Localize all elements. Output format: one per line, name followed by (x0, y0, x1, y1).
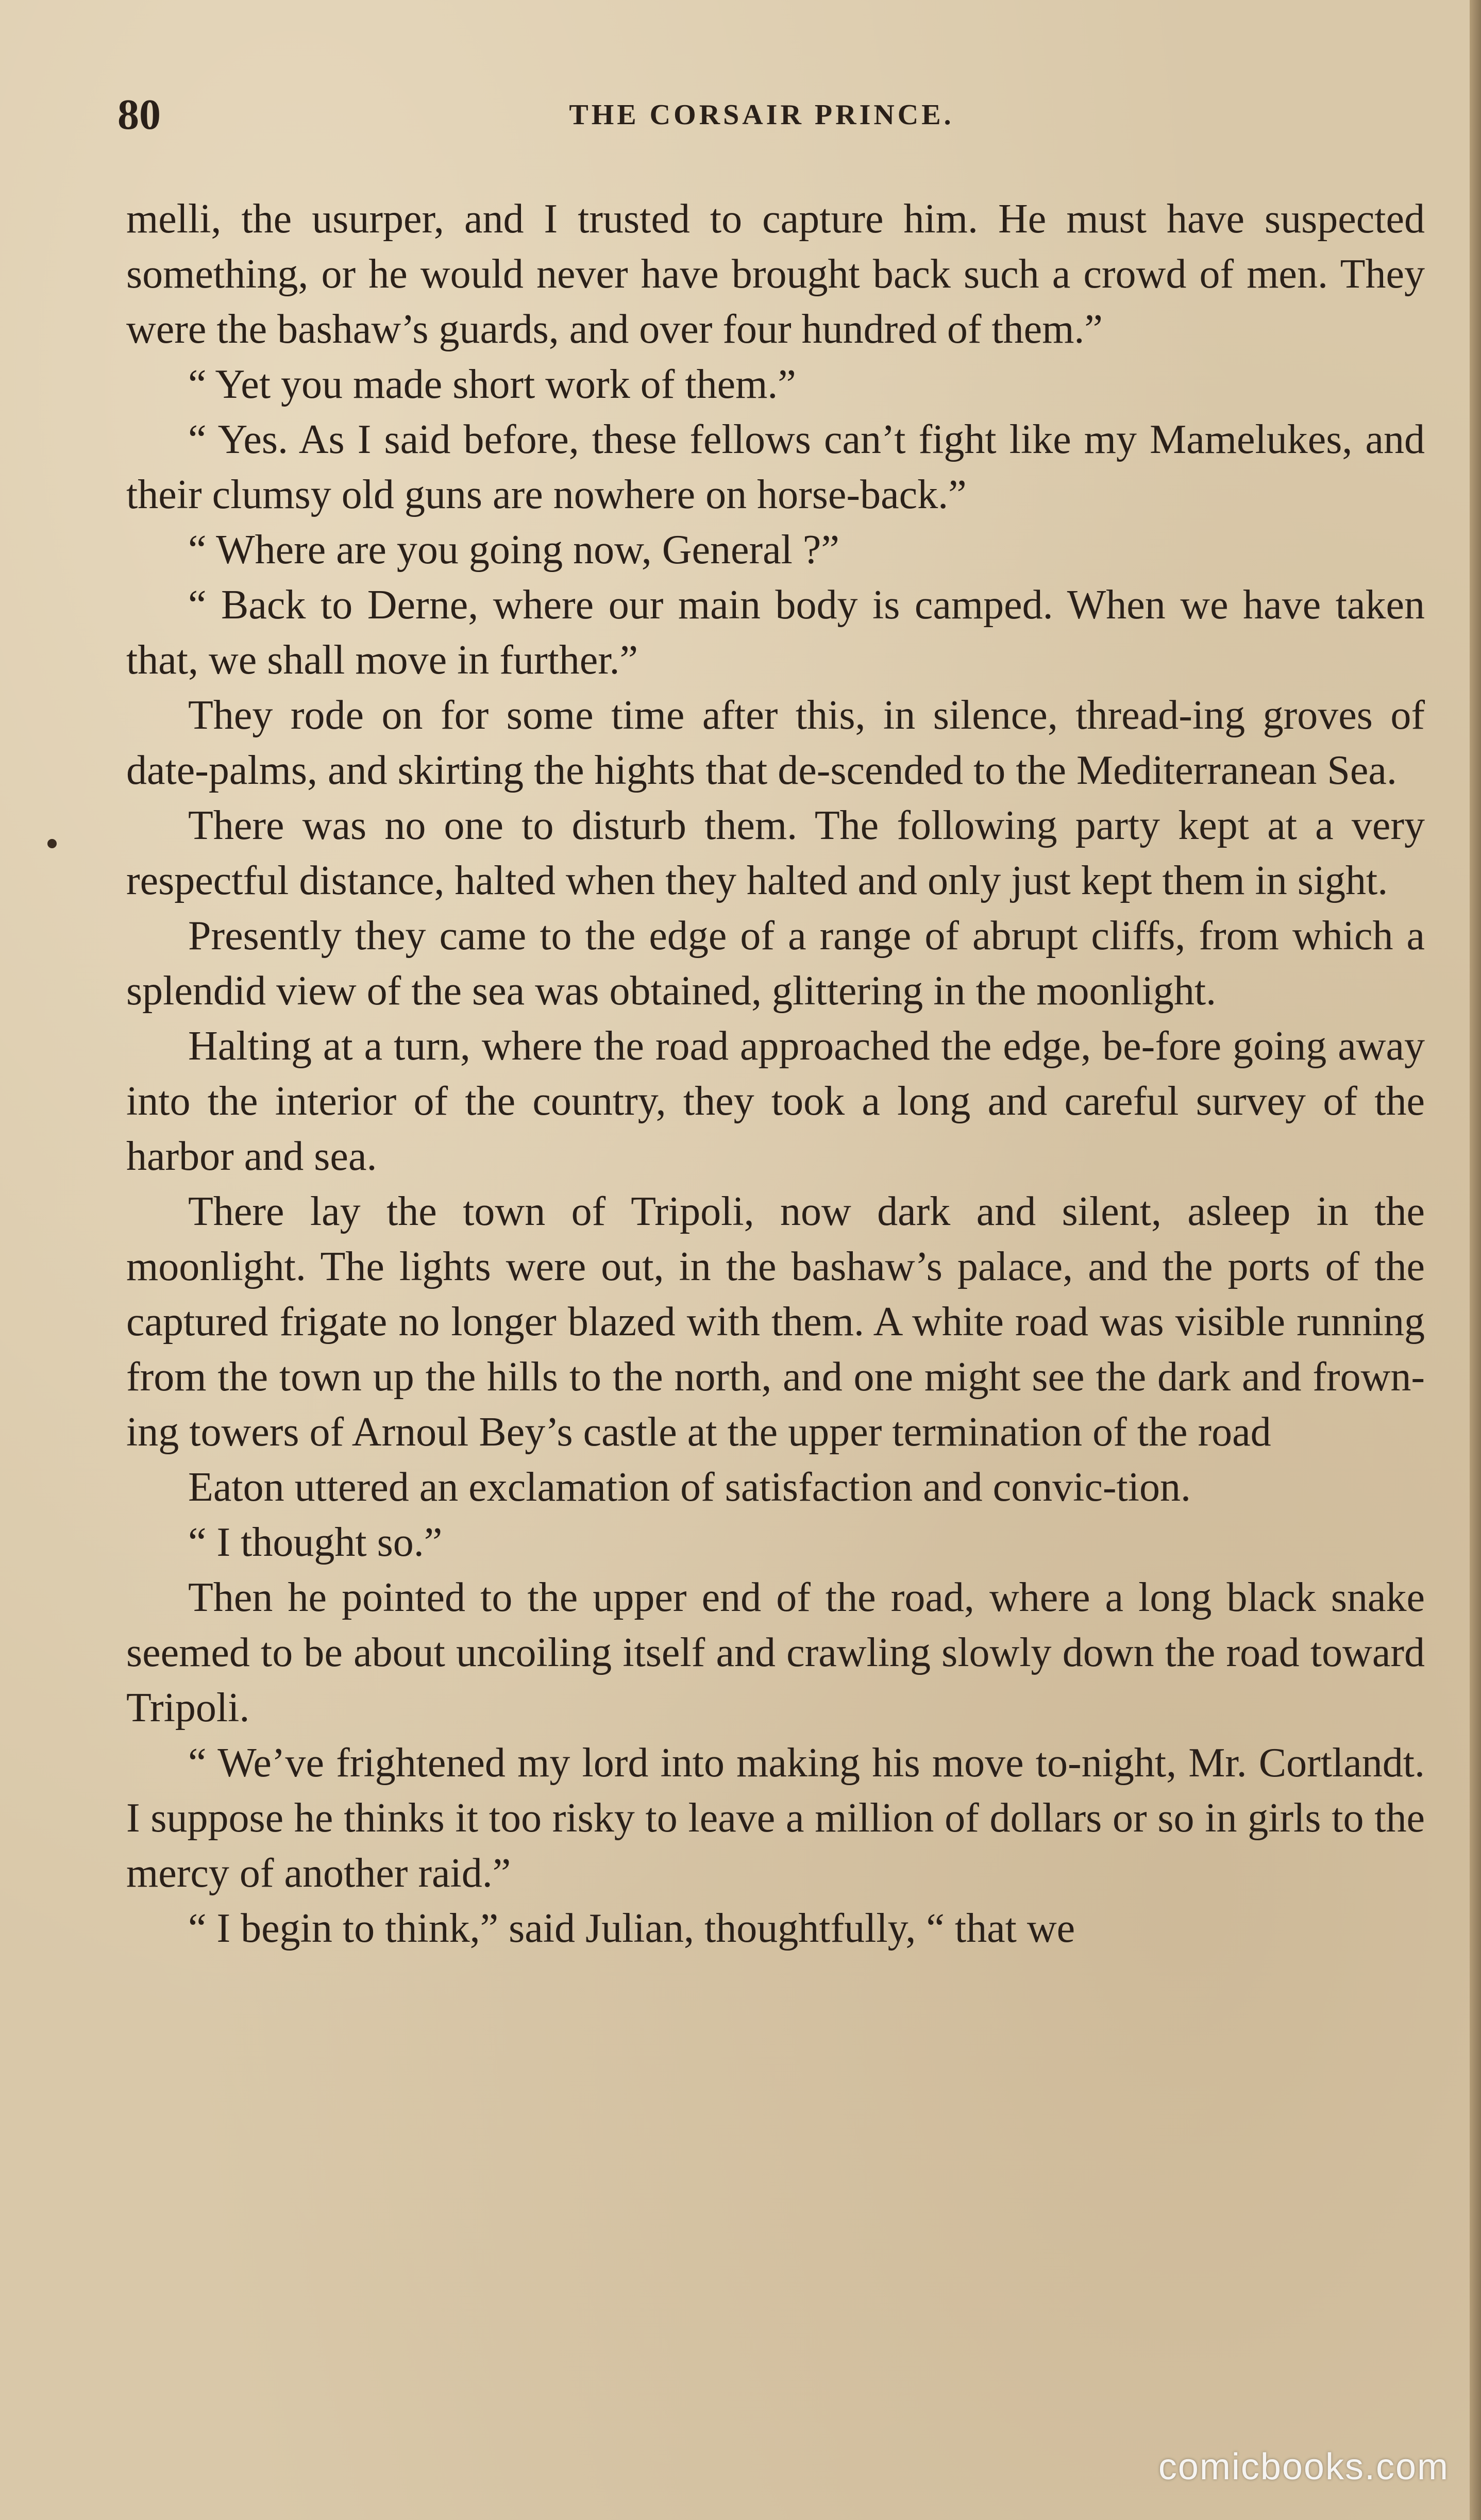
paragraph: “ Back to Derne, where our main body is camped. When we have taken that, we shall move in further.” (126, 582, 1425, 683)
paragraph: Eaton uttered an exclamation of satisfaction and convic-tion. (188, 1465, 1191, 1510)
paragraph: There lay the town of Tripoli, now dark and silent, asleep in the moonlight. The lights were out, in the bashaw’s palace, and the ports of the captured frigate no longer blazed with them. A white road was visible running from the town up the hills to the north, and one might see the dark and frown-ing towers of Arnoul Bey’s castle at the upper termination of the road (126, 1189, 1425, 1455)
paragraph: Then he pointed to the upper end of the road, where a long black snake seemed to be about uncoiling itself and crawling slowly down the road toward Tripoli. (126, 1575, 1425, 1731)
paragraph: There was no one to disturb them. The following party kept at a very respectful distance, halted when they halted and only just kept them in sight. (126, 803, 1425, 903)
paragraph: “ Yet you made short work of them.” (188, 362, 796, 407)
ink-speck (47, 839, 57, 848)
paragraph: “ I thought so.” (188, 1520, 443, 1565)
paragraph: “ Yes. As I said before, these fellows can’t fight like my Mamelukes, and their clumsy old guns are nowhere on horse-back.” (126, 417, 1425, 517)
running-head (117, 87, 1406, 143)
watermark: comicbooks.com (1158, 2446, 1449, 2488)
page-number: 80 (117, 91, 161, 139)
paragraph: Presently they came to the edge of a range of abrupt cliffs, from which a splendid view of the sea was obtained, glittering in the moonlight. (126, 913, 1425, 1014)
body-text (126, 192, 1425, 1956)
paragraph: melli, the usurper, and I trusted to capture him. He must have suspected something, or he would never have brought back such a crowd of men. They were the bashaw’s guards, and over four hundred of them.” (126, 196, 1425, 352)
paragraph: “ Where are you going now, General ?” (188, 527, 839, 573)
running-title: THE CORSAIR PRINCE. (569, 99, 954, 131)
paragraph: Halting at a turn, where the road approached the edge, be-fore going away into the interior of the country, they took a long and careful survey of the harbor and sea. (126, 1023, 1425, 1179)
paragraph: They rode on for some time after this, in silence, thread-ing groves of date-palms, and skirting the hights that de-scended to the Mediterranean Sea. (126, 693, 1425, 793)
page-edge (1470, 0, 1481, 2520)
paragraph: “ We’ve frightened my lord into making his move to-night, Mr. Cortlandt. I suppose he thinks it too risky to leave a million of dollars or so in girls to the mercy of another raid.” (126, 1740, 1425, 1896)
paragraph: “ I begin to think,” said Julian, thoughtfully, “ that we (188, 1906, 1075, 1951)
